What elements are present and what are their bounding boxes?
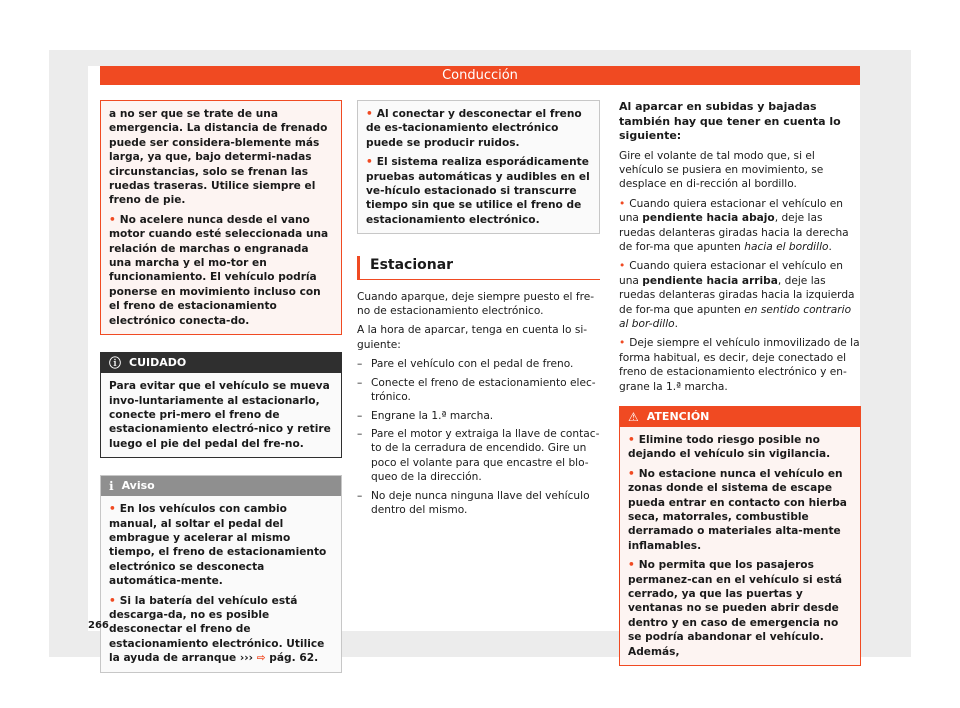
bullet-icon: • (628, 434, 635, 446)
note-item: • Al conectar y desconectar el freno de es-tacionamiento electrónico puede se producir ruidos. (366, 108, 582, 149)
note-item: • Si la batería del vehículo está descarga-da, no es posible desconectar el freno de estacionamiento electrónico. Utilice la ayuda de arranque ››› ⇨ pág. 62. (109, 594, 325, 665)
bullet-icon: • (619, 197, 626, 210)
caution-header: ⓘ CUIDADO (101, 353, 341, 373)
paragraph: A la hora de aparcar, tenga en cuenta lo si-guiente: (357, 324, 588, 351)
bullet-item: • Deje siempre el vehículo inmovilizado de la forma habitual, es decir, deje conectado el freno de estacionamiento electrónico y en-grane la 1.ª marcha. (619, 337, 860, 393)
note-box-continued (357, 100, 600, 234)
attention-item: • No permita que los pasajeros permanez-can en el vehículo si está cerrado, ya que las puertas y ventanas no se pueden abrir desde dentro y en caso de emergencia no se podría abandonar el vehículo. Además, (628, 559, 843, 658)
warning-triangle-icon: ⚠ (628, 410, 639, 424)
warning-text: a no ser que se trate de una emergencia. La distancia de frenado puede ser considera-blemente más larga, ya que, bajo determi-nadas circunstancias, solo se frenan las ruedas traseras. Utilice siempre el freno de pie. (109, 108, 328, 207)
attention-header: ⚠ ATENCIÓN (620, 407, 860, 427)
step-item: – Conecte el freno de estacionamiento elec-trónico. (357, 376, 596, 404)
note-item: • El sistema realiza esporádicamente pruebas automáticas y audibles en el ve-hículo estacionado si transcurre tiempo sin que se utilice el freno de estacionamiento electrónico. (366, 156, 590, 226)
bullet-item: • Cuando quiera estacionar el vehículo en una pendiente hacia abajo, deje las ruedas delanteras giradas hacia la derecha de for-ma que apunten hacia el bordillo. (619, 197, 849, 253)
bullet-icon: • (619, 260, 626, 273)
note-box (100, 475, 342, 672)
paragraph: Gire el volante de tal modo que, si el vehículo se pusiera en movimiento, se desplace en di-rección al bordillo. (619, 149, 824, 191)
page-reference-link[interactable]: pág. 62. (269, 652, 319, 665)
bullet-icon: • (628, 467, 635, 480)
step-item: – Pare el vehículo con el pedal de freno. (357, 358, 574, 371)
section-title: Estacionar (357, 256, 600, 279)
book-link-icon[interactable]: ⇨ (256, 652, 266, 665)
page-number: 266 (88, 620, 109, 631)
caution-box (100, 352, 342, 458)
right-column (619, 100, 861, 666)
attention-item: • Elimine todo riesgo posible no dejando el vehículo sin vigilancia. (628, 434, 831, 461)
attention-item: • No estacione nunca el vehículo en zonas donde el sistema de escape pueda entrar en contacto con hierba seca, matorrales, combustible derramado o materiales alta-mente inflamables. (628, 467, 847, 552)
step-item: – Pare el motor y extraiga la llave de contac-to de la cerradura de encendido. Gire un poco el volante para que encastre el blo-queo de la dirección. (357, 427, 600, 484)
bullet-icon: • (109, 213, 116, 226)
info-circle-icon: ⓘ (109, 356, 122, 371)
note-item: • En los vehículos con cambio manual, al soltar el pedal del embrague y acelerar al mismo tiempo, el freno de estacionamiento electrónico se desconecta automática-mente. (109, 503, 327, 588)
info-square-icon: ℹ (109, 479, 114, 494)
bullet-icon: • (366, 108, 373, 120)
middle-column (357, 100, 600, 521)
paragraph: Cuando aparque, deje siempre puesto el fre-no de estacionamiento electrónico. (357, 290, 595, 318)
chapter-header: Conducción (100, 66, 860, 85)
bullet-icon: • (366, 156, 373, 169)
bullet-icon: • (628, 559, 635, 572)
bullet-item: • Cuando quiera estacionar el vehículo en una pendiente hacia arriba, deje las ruedas delanteras giradas hacia la izquierda de for-ma que apunten en sentido contrario al bor-dillo. (619, 260, 855, 330)
warning-box-continued (100, 100, 342, 335)
warning-bullet: • No acelere nunca desde el vano motor cuando esté seleccionada una relación de marchas o engranada una marcha y el mo-tor en funcionamiento. El vehículo podría ponerse en movimiento incluso con el freno de estacionamiento electrónico conecta-do. (109, 213, 329, 327)
bullet-icon: • (109, 503, 116, 516)
bullet-icon: • (619, 337, 626, 350)
attention-box (619, 406, 861, 666)
step-item: – No deje nunca ninguna llave del vehículo dentro del mismo. (357, 489, 590, 516)
subheading: Al aparcar en subidas y bajadas también hay que tener en cuenta lo siguiente: (619, 100, 841, 142)
note-header: ℹ Aviso (101, 476, 341, 496)
bullet-icon: • (109, 594, 116, 607)
note-body (101, 496, 341, 671)
step-item: – Engrane la 1.ª marcha. (357, 409, 494, 422)
left-column (100, 100, 342, 673)
attention-body (620, 427, 860, 665)
caution-text: Para evitar que el vehículo se mueva invo-luntariamente al estacionarlo, conecte pri-mero el freno de estacionamiento electró-nico y retire luego el pie del pedal del fre-no. (109, 380, 331, 450)
